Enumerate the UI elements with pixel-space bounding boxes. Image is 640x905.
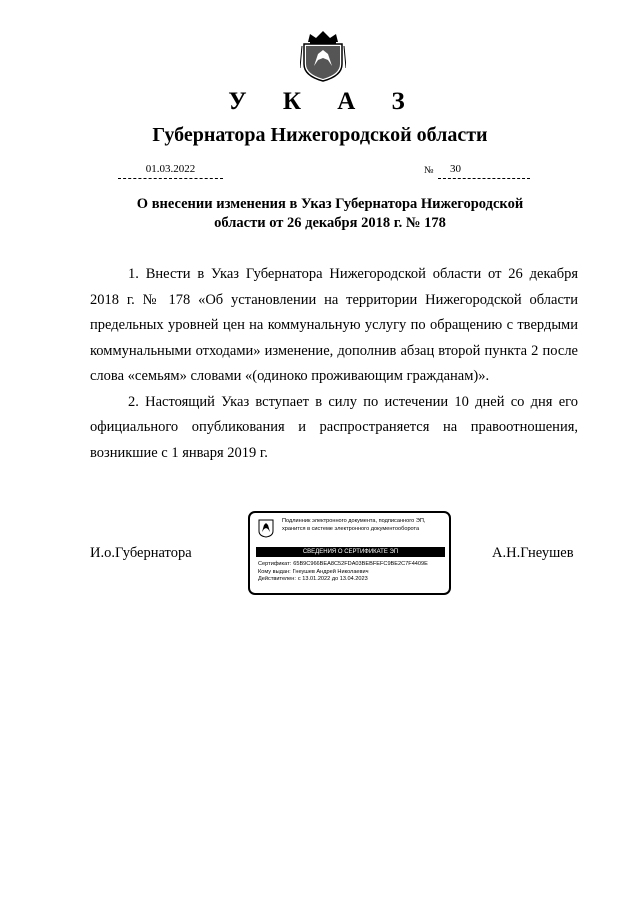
validity-value: с 13.01.2022 до 13.04.2023: [297, 576, 368, 583]
validity-label: Действителен:: [258, 576, 296, 583]
decree-title: У К А З: [228, 88, 420, 115]
certificate-row: [258, 561, 448, 569]
decree-date: 01.03.2022: [118, 162, 223, 179]
certificate-note-line-2: хранится в системе электронного документооборота: [282, 525, 420, 532]
signer-name: А.Н.Гнеушев: [492, 545, 574, 561]
decree-subject: [120, 195, 540, 233]
issued-to-value: Гнеушев Андрей Николаевич: [292, 568, 369, 575]
subject-line-2: области от 26 декабря 2018 г. № 178: [214, 215, 446, 231]
e-signature-stamp: [248, 511, 451, 595]
signer-position: И.о.Губернатора: [90, 545, 192, 561]
certificate-details: [258, 561, 448, 584]
region-emblem-icon: [258, 519, 274, 538]
paragraph-2: 2. Настоящий Указ вступает в силу по истечении 10 дней со дня его официального опубликования и распространяется на правоотношения, возникшие с 1 января 2019 г.: [90, 393, 578, 461]
coat-of-arms-emblem: [300, 28, 346, 82]
certificate-note: [282, 518, 447, 533]
certificate-note-line-1: Подлинник электронного документа, подписанного ЭП,: [282, 518, 426, 524]
decree-number: 30: [450, 163, 461, 175]
certificate-label: Сертификат:: [258, 561, 292, 567]
paragraph-1: 1. Внести в Указ Губернатора Нижегородской области от 26 декабря 2018 г. № 178 «Об установлении на территории Нижегородской области предельных уровней цен на коммунальную услугу по обращению с твердыми коммунальными отходами» изменение, дополнив абзац второй пункта 2 после слова «семьям» словами «(одиноко проживающим гражданам)».: [90, 266, 578, 384]
certificate-header-bar: СВЕДЕНИЯ О СЕРТИФИКАТЕ ЭП: [256, 547, 445, 557]
validity-row: [258, 576, 448, 584]
certificate-value: 65B9C966BEA8C52FDA03BEBFEFC9BE2C7F4409E: [293, 561, 428, 567]
decree-number-field: [438, 162, 530, 179]
issued-to-label: Кому выдан:: [258, 568, 291, 575]
number-label: №: [424, 165, 434, 176]
subject-line-1: О внесении изменения в Указ Губернатора Нижегородской: [136, 196, 524, 212]
organization-title: Губернатора Нижегородской области: [152, 124, 488, 146]
decree-body: [90, 262, 578, 466]
